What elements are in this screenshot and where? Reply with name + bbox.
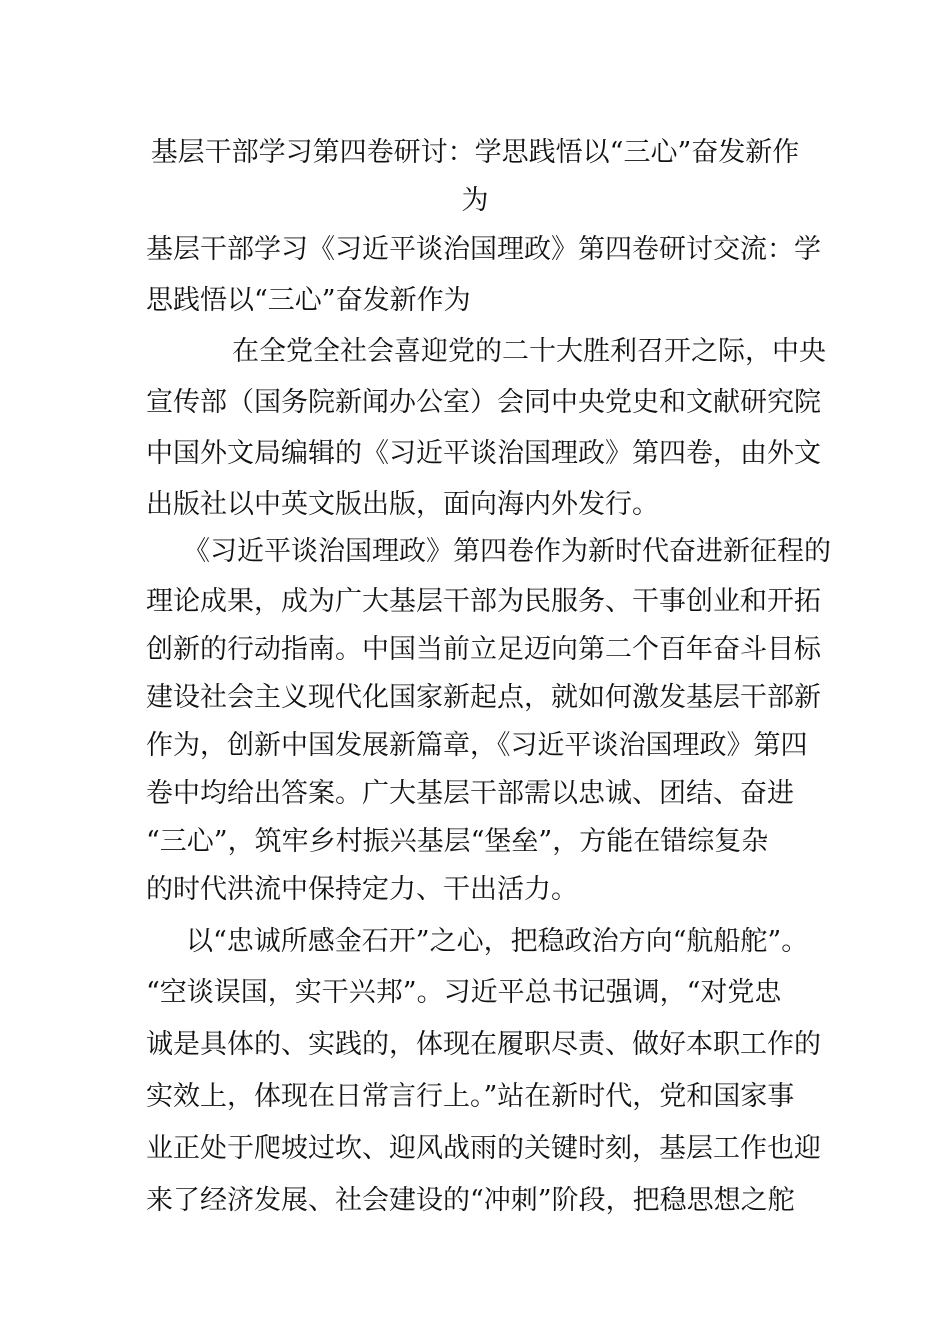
subtitle-line-2: 思践悟以“三心”奋发新作为 [146,285,471,316]
paragraph1-line-3: 中国外文局编辑的《习近平谈治国理政》第四卷，由外文 [146,438,821,469]
title-line-1: 基层干部学习第四卷研讨：学思践悟以“三心”奋发新作 [150,137,800,168]
paragraph2-line-7: “三心”，筑牢乡村振兴基层“堡垒”，方能在错综复杂 [146,826,769,857]
paragraph2-line-2: 理论成果，成为广大基层干部为民服务、干事创业和开拓 [146,586,821,617]
paragraph2-line-4: 建设社会主义现代化国家新起点，就如何激发基层干部新 [146,682,821,713]
paragraph2-line-6: 卷中均给出答案。广大基层干部需以忠诚、团结、奋进 [146,778,794,809]
paragraph3-line-2: “空谈误国，实干兴邦”。习近平总书记强调，“对党忠 [146,977,782,1008]
paragraph2-line-5: 作为，创新中国发展新篇章，《习近平谈治国理政》第四 [146,730,808,761]
subtitle-line-1: 基层干部学习《习近平谈治国理政》第四卷研讨交流：学 [146,234,821,265]
paragraph1-line-4: 出版社以中英文版出版，面向海内外发行。 [146,489,659,520]
paragraph2-line-3: 创新的行动指南。中国当前立足迈向第二个百年奋斗目标 [146,634,821,665]
paragraph3-line-5: 业正处于爬坡过坎、迎风战雨的关键时刻，基层工作也迎 [146,1133,821,1164]
paragraph3-line-6: 来了经济发展、社会建设的“冲刺”阶段，把稳思想之舵 [146,1185,795,1216]
paragraph1-line-2: 宣传部（国务院新闻办公室）会同中央党史和文献研究院 [146,387,821,418]
paragraph3-line-3: 诚是具体的、实践的，体现在履职尽责、做好本职工作的 [146,1029,821,1060]
paragraph2-line-1: 《习近平谈治国理政》第四卷作为新时代奋进新征程的 [183,536,831,567]
paragraph3-line-4: 实效上，体现在日常言行上。”站在新时代，党和国家事 [146,1081,795,1112]
paragraph3-line-1: 以“忠诚所感金石开”之心，把稳政治方向“航船舵”。 [186,926,809,957]
paragraph2-line-8: 的时代洪流中保持定力、干出活力。 [146,874,578,905]
title-line-2: 为 [461,185,489,216]
paragraph1-line-1: 在全党全社会喜迎党的二十大胜利召开之际，中央 [232,336,826,367]
